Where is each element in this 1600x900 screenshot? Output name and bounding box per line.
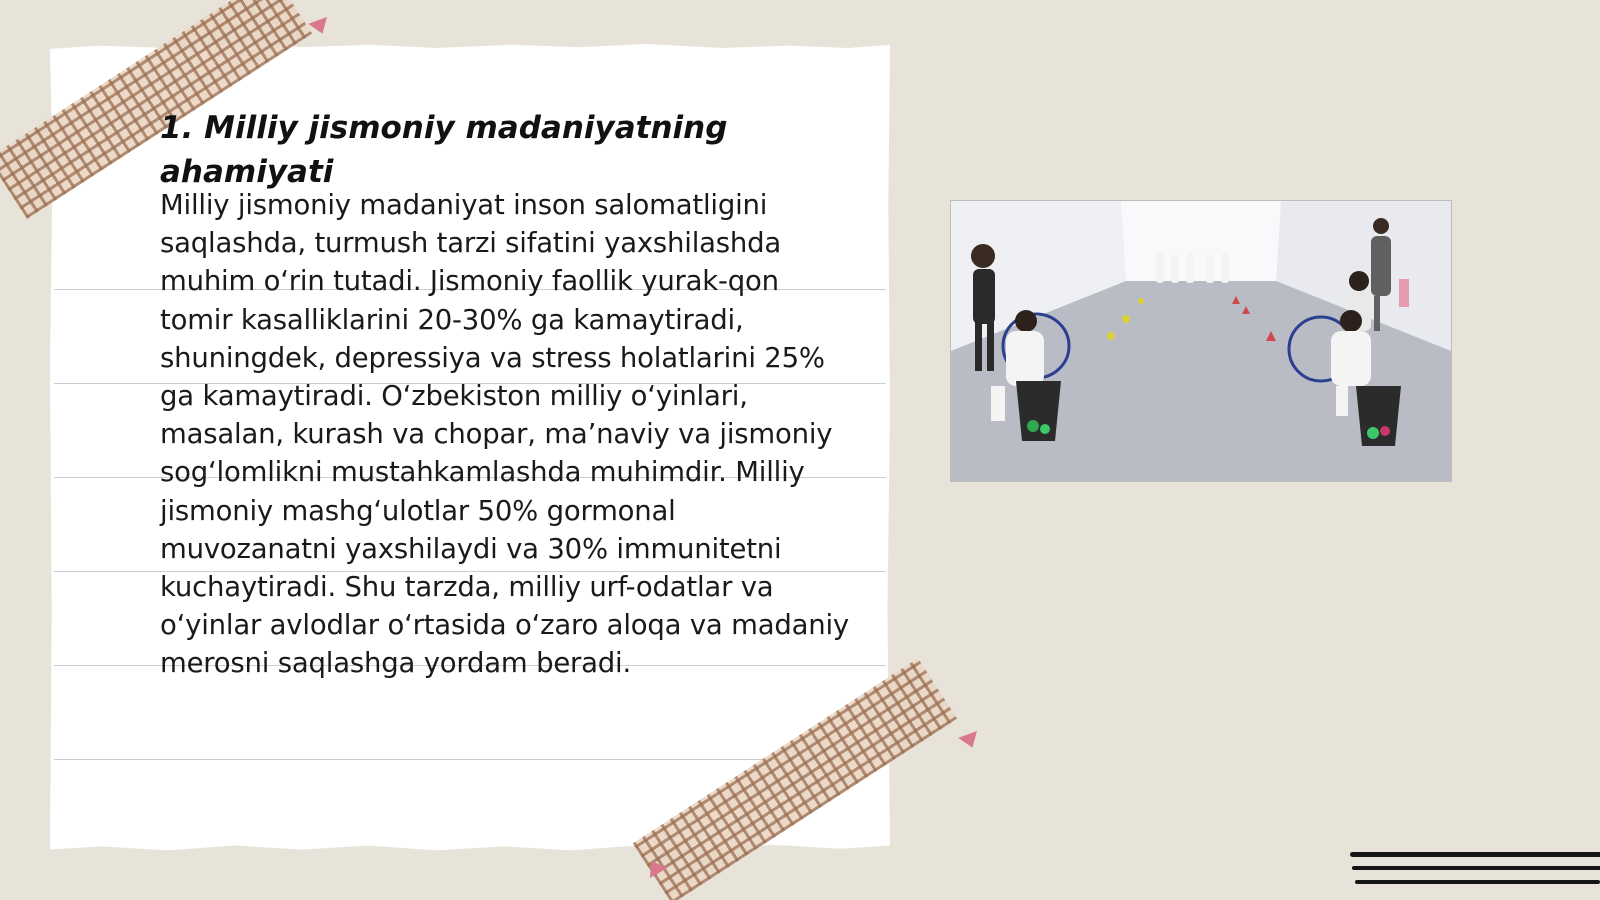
photo-illustration <box>951 201 1451 481</box>
decorative-brush-stroke <box>1355 880 1600 884</box>
tape-pin-marker <box>958 731 982 751</box>
decorative-brush-stroke <box>1350 852 1600 857</box>
slide-title: 1. Milliy jismoniy madaniyatning ahamiyati <box>160 110 728 190</box>
photo-children-hoop-game <box>950 200 1452 482</box>
tape-pin-marker <box>308 17 332 37</box>
decorative-brush-stroke <box>1352 866 1600 870</box>
slide-body-text: Milliy jismoniy madaniyat inson salomatligini saqlashda, turmush tarzi sifatini yaxshilashda muhim o‘rin tutadi. Jismoniy faollik yurak-qon tomir kasalliklarini 20-30% ga kamaytiradi, shuningdek, depressiya va stress holatlarini 25% ga kamaytiradi. O‘zbekiston milliy o‘yinlari, masalan, kurash va chopar, ma’naviy va jismoniy sog‘lomlikni mustahkamlashda muhimdir. Milliy jismoniy mashg‘ulotlar 50% gormonal muvozanatni yaxshilaydi va 30% immunitetni kuchaytiradi. Shu tarzda, milliy urf-odatlar va o‘yinlar avlodlar o‘rtasida o‘zaro aloqa va madaniy merosni saqlashga yordam beradi. <box>160 189 850 680</box>
